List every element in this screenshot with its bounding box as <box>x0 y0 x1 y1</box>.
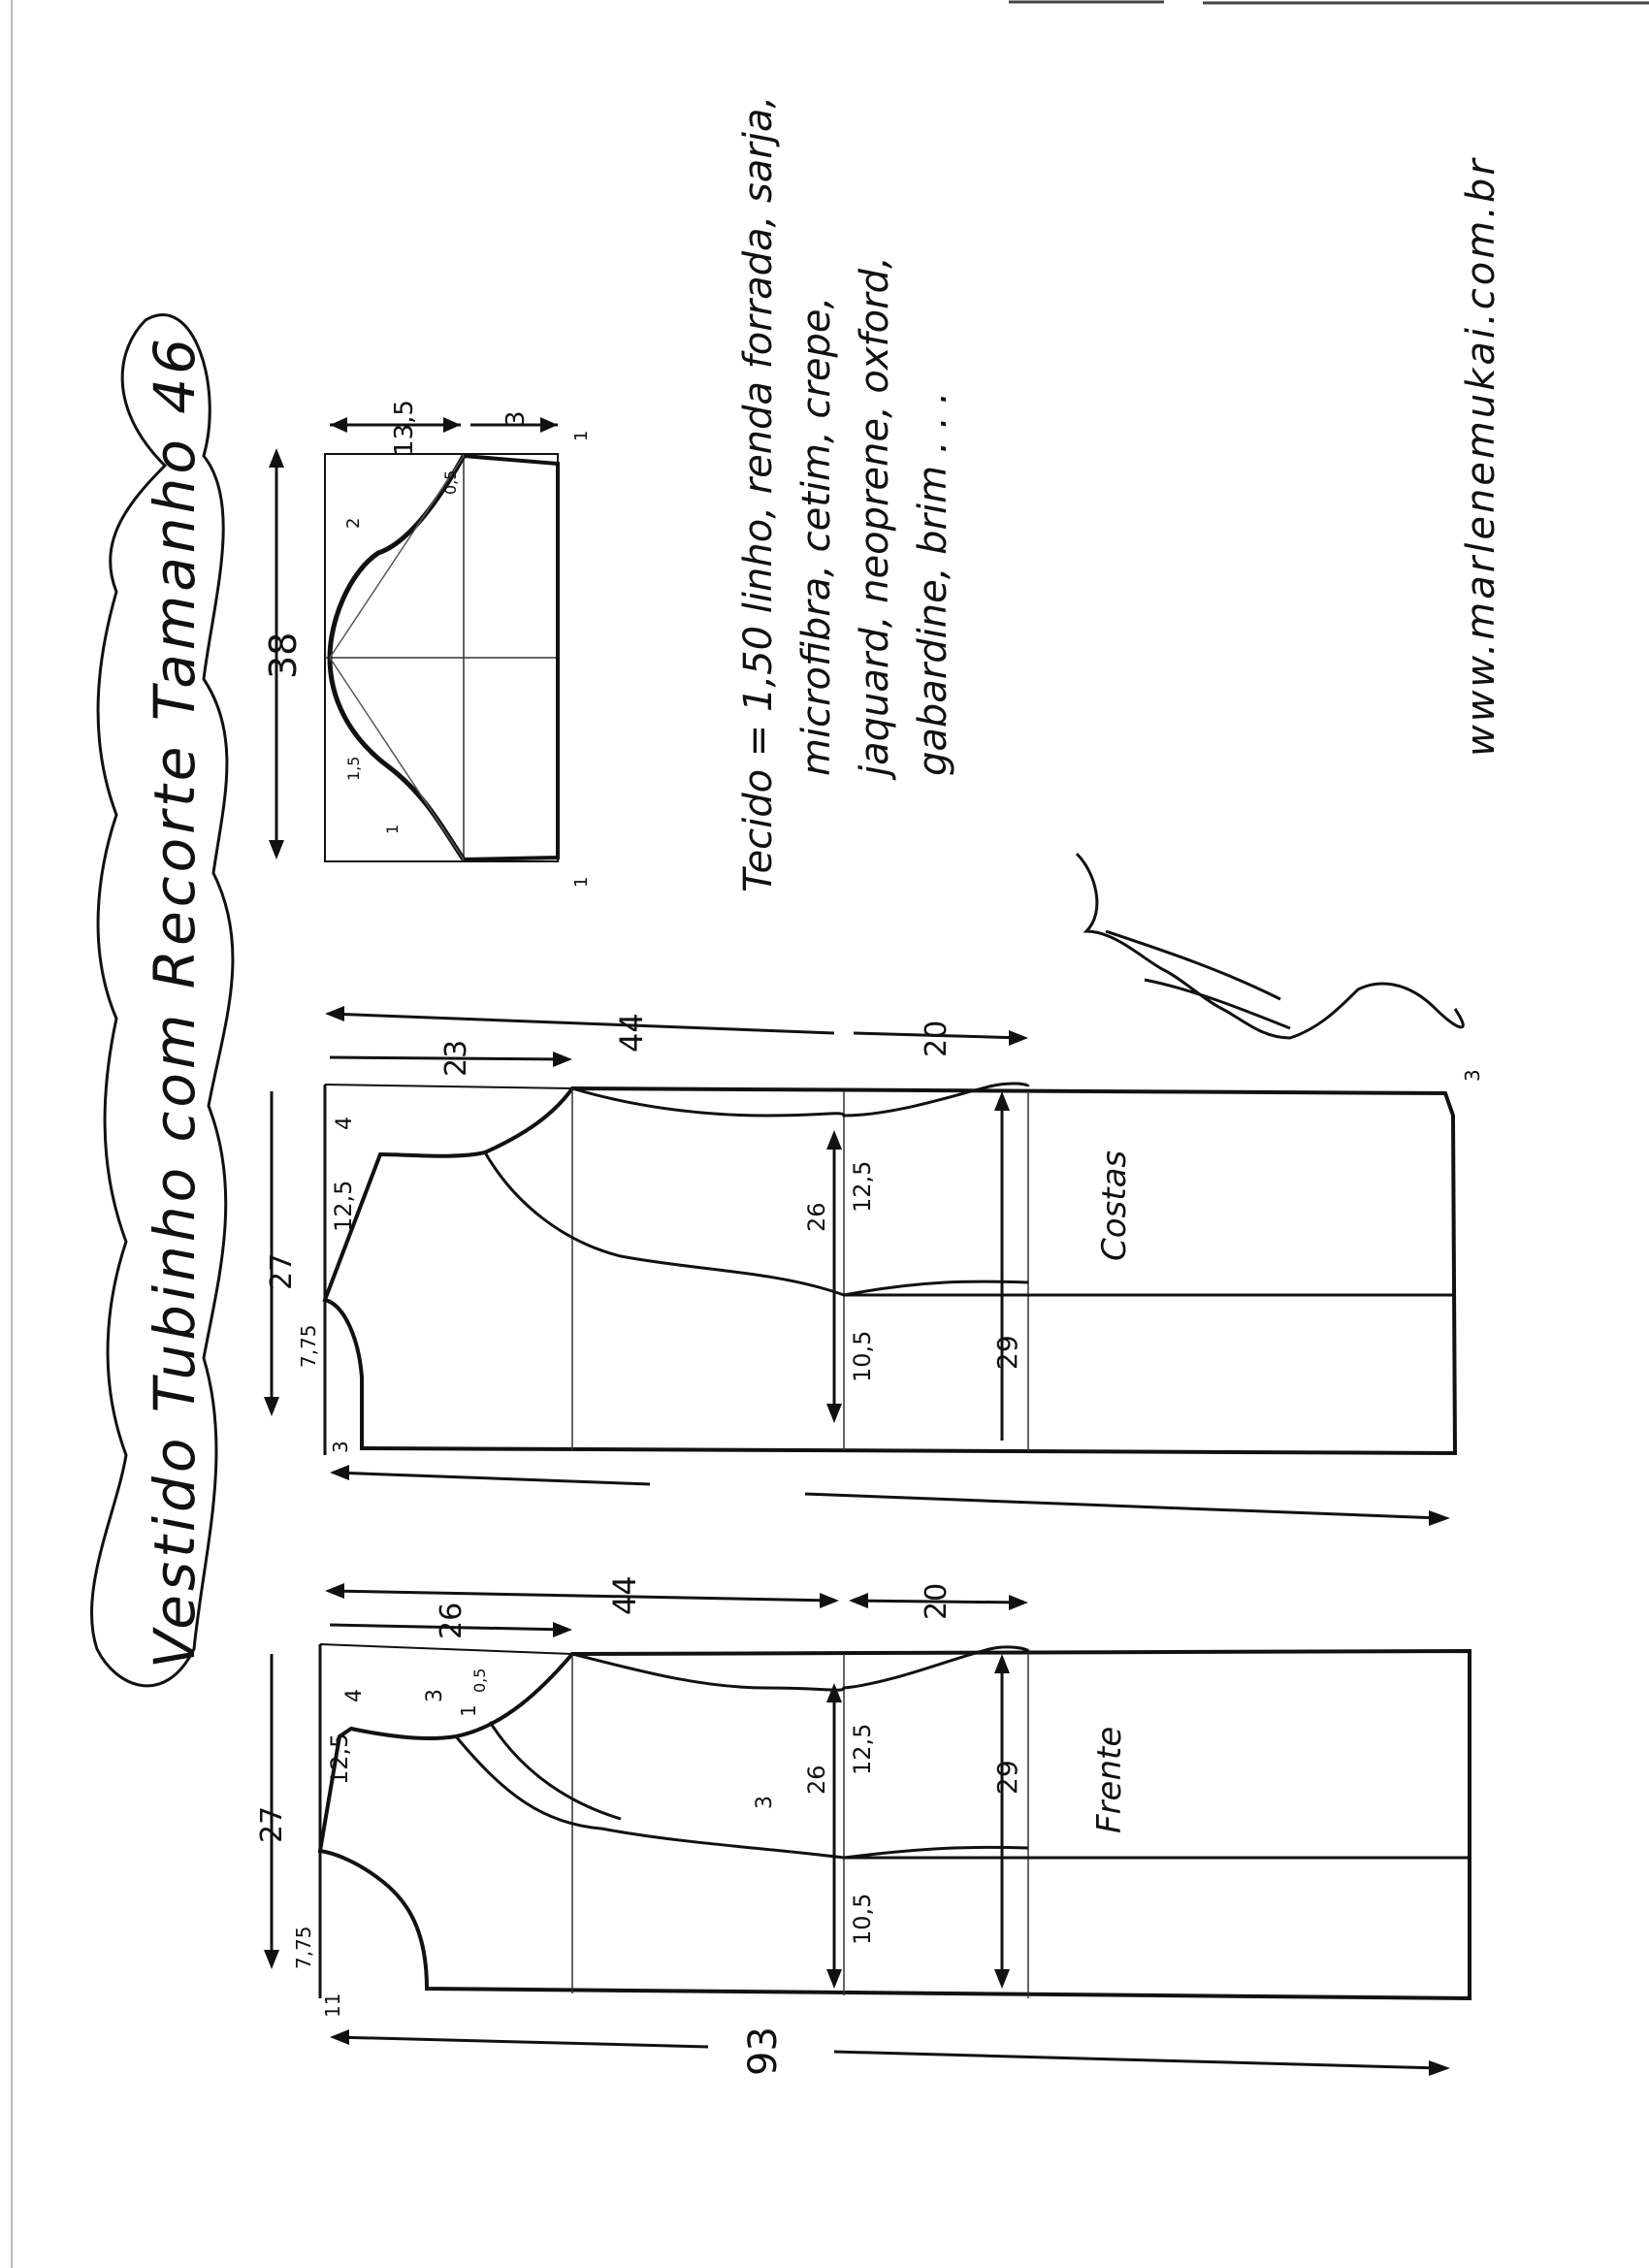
sleeve-tick-bottom: 1 <box>571 876 592 888</box>
front-piece-label: Frente <box>1090 1726 1129 1833</box>
sleeve-width-label: 38 <box>262 632 305 679</box>
front-pattern <box>255 1575 1470 2076</box>
front-neck-drop-label: 4 <box>342 1689 367 1702</box>
front-total-label: 44 <box>606 1575 643 1615</box>
sleeve-band-label: 3 <box>501 410 531 427</box>
back-upper-label: 23 <box>439 1039 473 1077</box>
front-neck-width-label: 7,75 <box>292 1926 315 1969</box>
back-lower-label: 20 <box>920 1020 954 1057</box>
back-side-label: 27 <box>265 1252 299 1290</box>
back-neck-drop-label: 4 <box>333 1117 357 1130</box>
sleeve-pattern <box>262 400 592 888</box>
front-lower-label: 20 <box>920 1582 954 1620</box>
front-bust-label: 26 <box>803 1765 830 1795</box>
sleeve-curve-a: 2 <box>343 517 364 529</box>
sleeve-curve-c: 1,5 <box>344 756 363 781</box>
front-side-label: 27 <box>255 1805 289 1843</box>
website-url: www.marlenemukai.com.br <box>1459 156 1504 757</box>
front-dart-label: 3 <box>753 1796 777 1809</box>
page-title: Vestido Tubinho com Recorte Tamanho 46 <box>142 334 208 1669</box>
back-hip-label: 29 <box>991 1335 1023 1370</box>
back-center-gap-label: 3 <box>329 1441 352 1453</box>
front-upper-label: 26 <box>435 1602 469 1639</box>
back-hem-ext-label: 3 <box>1461 1069 1484 1082</box>
back-waist-label: 10,5 <box>849 1330 876 1382</box>
signature <box>1077 854 1463 1038</box>
back-piece-label: Costas <box>1095 1150 1134 1261</box>
front-waist-label: 10,5 <box>849 1893 876 1945</box>
fabric-line-1: Tecido = 1,50 linho, renda forrada, sarja, <box>736 95 781 892</box>
length-label: 93 <box>741 2026 786 2076</box>
sleeve-tick-top: 1 <box>571 430 592 441</box>
fabric-line-4: gabardine, brim . . . <box>911 391 955 776</box>
front-cut-b-label: 1 <box>457 1704 480 1717</box>
title-banner <box>91 315 232 1686</box>
fabric-line-3: jaquard, neoprene, oxford, <box>853 256 897 776</box>
back-total-label: 44 <box>613 1013 650 1053</box>
sleeve-curve-b: 0,5 <box>441 470 460 495</box>
sleeve-cap-label: 13,5 <box>390 400 419 456</box>
back-bust-half-label: 12,5 <box>849 1160 876 1213</box>
fabric-line-2: microfibra, cetim, crepe, <box>794 296 839 776</box>
front-shoulder-label: 12,5 <box>326 1733 353 1785</box>
back-shoulder-label: 12,5 <box>330 1180 357 1232</box>
fabric-notes <box>736 96 955 892</box>
front-cut-c-label: 0,5 <box>470 1668 489 1693</box>
back-neck-width-label: 7,75 <box>297 1324 320 1368</box>
back-bust-label: 26 <box>803 1202 830 1232</box>
front-cut-a-label: 3 <box>423 1689 447 1702</box>
sleeve-curve-d: 1 <box>383 824 402 834</box>
back-pattern <box>264 1006 1484 1526</box>
front-hip-label: 29 <box>991 1760 1023 1795</box>
front-bust-half-label: 12,5 <box>849 1723 876 1775</box>
front-neck-depth-label: 11 <box>321 1993 344 2018</box>
